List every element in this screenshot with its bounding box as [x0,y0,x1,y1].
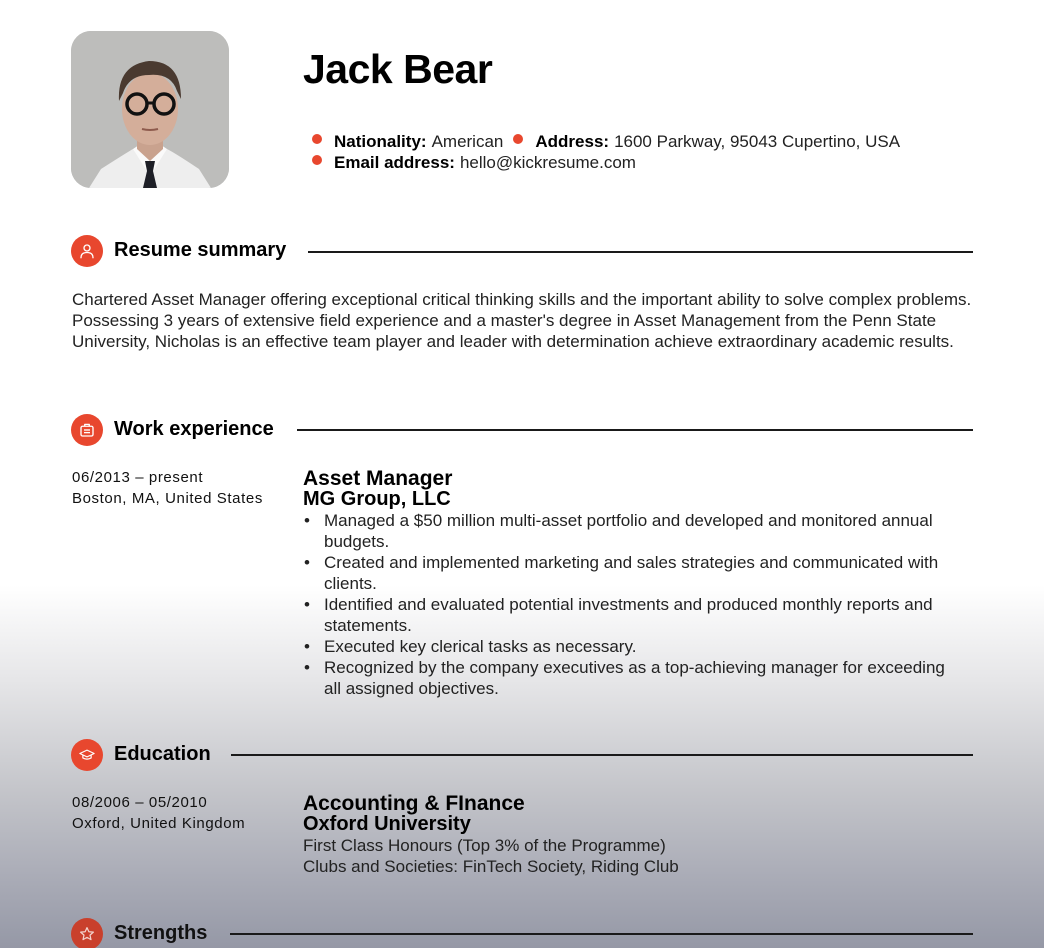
contact-line-1 [312,131,910,152]
school-name: Oxford University [303,813,471,835]
section-title-work: Work experience [114,418,274,440]
section-divider [230,933,973,935]
address-value: 1600 Parkway, 95043 Cupertino, USA [614,131,901,151]
list-item: • Managed a $50 million multi-asset portfolio and developed and monitored annual budgets. [303,510,963,552]
summary-text: Chartered Asset Manager offering exceptional critical thinking skills and the important ability to solve complex problems. Possessing 3 years of extensive field experience and a master's degree in Asset Management from the Penn State University, Nicholas is an effective team player and leader with determination achieve extraordinary academic results. [72,290,972,351]
person-portrait-icon [71,31,229,188]
bullet-dot-icon [513,134,523,144]
education-dates: 08/2006 – 05/2010 [72,794,208,811]
section-title-summary: Resume summary [114,239,287,261]
candidate-name: Jack Bear [303,46,493,92]
nationality-item [312,132,503,152]
graduation-cap-icon [71,739,103,771]
degree-title: Accounting & FInance [303,792,525,815]
education-detail: First Class Honours (Top 3% of the Programme) [303,836,666,855]
company-name: MG Group, LLC [303,488,451,510]
work-bullets [303,510,963,699]
bullet-dot-icon [312,155,322,165]
section-title-education: Education [114,743,211,765]
email-item [312,153,636,173]
work-dates: 06/2013 – present [72,469,204,486]
section-divider [231,754,973,756]
profile-photo [71,31,229,188]
job-title: Asset Manager [303,467,453,490]
email-label: Email address: [334,152,455,172]
user-icon [71,235,103,267]
list-item: • Created and implemented marketing and sales strategies and communicated with clients. [303,552,963,594]
nationality-value: American [431,131,504,151]
address-label: Address: [535,131,610,151]
education-detail: Clubs and Societies: FinTech Society, Riding Club [303,857,679,876]
email-value[interactable]: hello@kickresume.com [459,152,636,172]
section-divider [297,429,973,431]
section-divider [308,251,973,253]
contact-line-2 [312,152,646,173]
list-item: • Identified and evaluated potential investments and produced monthly reports and statements. [303,594,963,636]
list-item: • Executed key clerical tasks as necessary. [303,636,963,657]
bullet-dot-icon [312,134,322,144]
education-location: Oxford, United Kingdom [72,815,246,832]
address-item [513,132,900,152]
star-icon [71,918,103,948]
list-item: • Recognized by the company executives as a top-achieving manager for exceeding all assigned objectives. [303,657,963,699]
briefcase-icon [71,414,103,446]
nationality-label: Nationality: [334,131,427,151]
work-location: Boston, MA, United States [72,490,263,507]
section-title-strengths: Strengths [114,922,208,944]
